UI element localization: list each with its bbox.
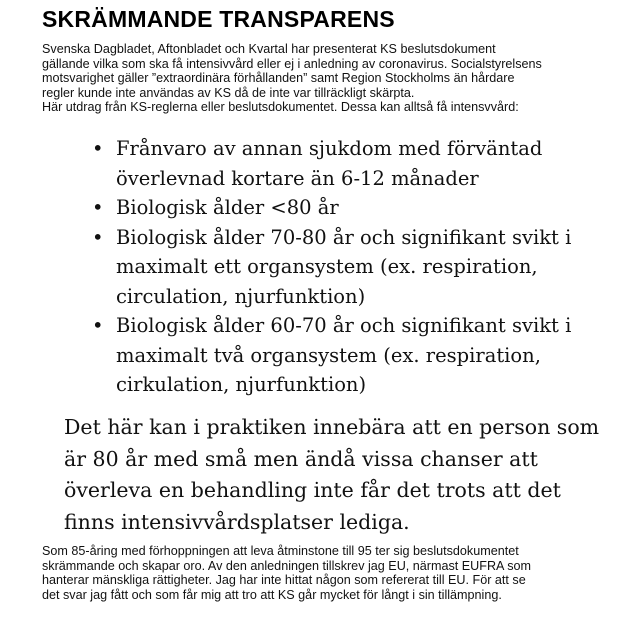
rule-line: överlevnad kortare än 6-12 månader	[116, 166, 479, 190]
quote-line: är 80 år med små men ändå vissa chanser att	[64, 446, 538, 471]
footer-line: skrämmande och skapar oro. Av den anledningen tillskrev jag EU, närmast EUFRA som	[42, 558, 532, 573]
quote-paragraph	[64, 412, 624, 538]
rule-line: Biologisk ålder 70-80 år och signifikant svikt i	[116, 225, 572, 249]
footer-line: det svar jag fått och som får mig att tro att KS går mycket för långt i sin tillämpning.	[42, 587, 502, 602]
rule-item	[92, 134, 612, 193]
intro-line: gällande vilka som ska få intensivvård eller ej i anledning av coronavirus. Socialstyrelsens	[42, 56, 542, 71]
bullet-icon: •	[92, 314, 104, 337]
quote-line: finns intensivvårdsplatser lediga.	[64, 509, 410, 534]
footer-line: Som 85-åring med förhoppningen att leva åtminstone till 95 ter sig beslutsdokumentet	[42, 544, 519, 558]
intro-paragraph	[42, 42, 627, 115]
rule-line: Biologisk ålder <80 år	[116, 196, 339, 219]
rule-line: cirkulation, njurfunktion)	[116, 373, 367, 396]
intro-line: Svenska Dagbladet, Aftonbladet och Kvartal har presenterat KS beslutsdokument	[42, 42, 496, 56]
bullet-icon: •	[92, 225, 104, 249]
rule-item	[92, 193, 612, 223]
quote-line: överleva en behandling inte får det trots att det	[64, 478, 561, 502]
rule-line: Frånvaro av annan sjukdom med förväntad	[116, 137, 543, 160]
page-title: SKRÄMMANDE TRANSPARENS	[42, 6, 395, 32]
rule-line: circulation, njurfunktion)	[116, 284, 366, 308]
bullet-icon: •	[92, 196, 104, 219]
rule-item	[92, 311, 612, 400]
rule-item	[92, 223, 612, 312]
footer-paragraph	[42, 544, 627, 602]
rule-line: maximalt ett organsystem (ex. respiration,	[116, 255, 538, 278]
footer-line: hanterar mänskliga rättigheter. Jag har inte hittat någon som refererat till EU. För att se	[42, 573, 526, 588]
rule-line: maximalt två organsystem (ex. respiration,	[116, 343, 541, 367]
intro-line: Här utdrag från KS-reglerna eller beslutsdokumentet. Dessa kan alltså få intensvvård:	[42, 100, 519, 115]
rule-line: Biologisk ålder 60-70 år och signifikant svikt i	[116, 314, 572, 337]
bullet-icon: •	[92, 137, 104, 160]
quote-line: Det här kan i praktiken innebära att en person som	[64, 415, 600, 439]
intro-line: motsvarighet gäller ”extraordinära förhållanden” samt Region Stockholms än hårdare	[42, 71, 515, 86]
rules-list	[92, 134, 612, 400]
intro-line: regler kunde inte användas av KS då de inte var tillräckligt skärpta.	[42, 85, 415, 100]
